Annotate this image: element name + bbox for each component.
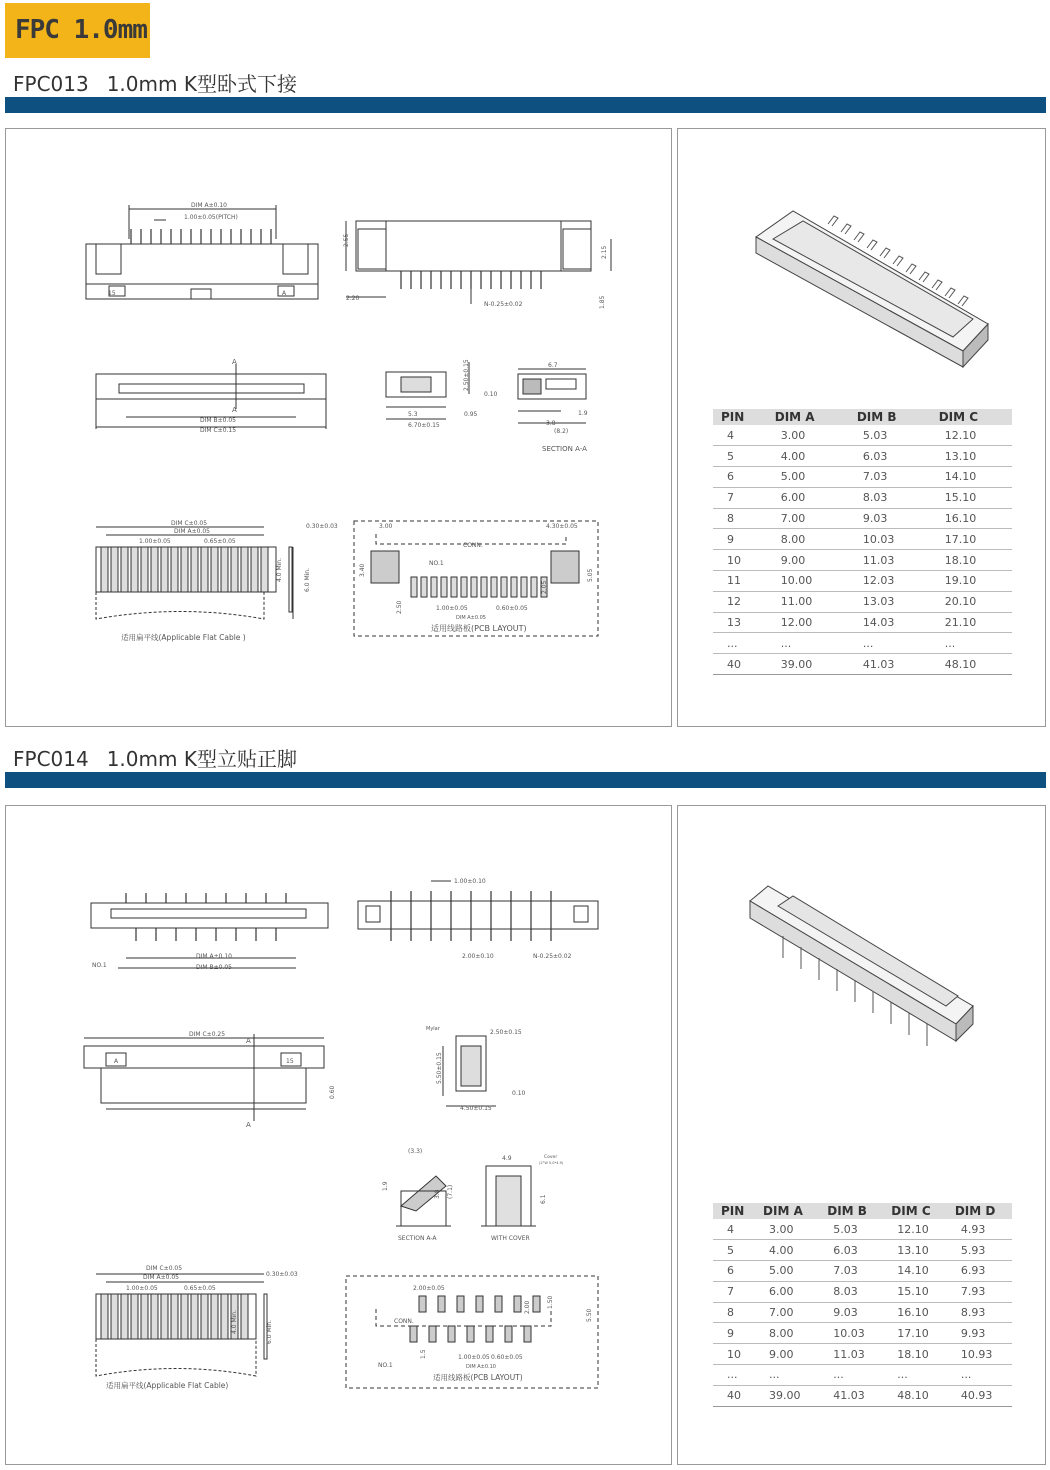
table-cell: 10.03: [849, 529, 931, 550]
table-row: [713, 1281, 1012, 1302]
label-dim-b: DIM B±0.05: [196, 964, 232, 971]
drawing-labels-fpc014: [6, 806, 673, 1466]
table-cell: 5: [713, 1240, 755, 1261]
product-badge: FPC 1.0mm: [5, 3, 150, 58]
table-cell: 39.00: [767, 654, 849, 675]
table-row: [713, 1385, 1012, 1406]
label-cable-width: 0.65±0.05: [184, 1285, 216, 1292]
section-divider-bar: [5, 772, 1046, 788]
label-pcb-dim-a: DIM A±0.05: [456, 615, 486, 621]
product-panel-fpc014: [677, 805, 1046, 1465]
label-pcb-15: 1.5: [420, 1349, 427, 1359]
table-cell: 14.10: [931, 467, 1012, 488]
drawing-panel-fpc013: [5, 128, 672, 727]
label-pcb-060: 0.60±0.05: [491, 1354, 523, 1361]
table-cell: 5.00: [767, 467, 849, 488]
label-450: 4.50±0.15: [460, 1105, 492, 1112]
table-cell: 4.00: [755, 1240, 819, 1261]
label-pin-right: 15: [286, 1058, 294, 1065]
table-header: DIM C: [883, 1203, 947, 1219]
label-pin-left: 15: [108, 290, 116, 297]
label-pin-right: A: [282, 290, 287, 297]
section-title-fpc013: [13, 68, 297, 97]
label-pitch: 1.00±0.05(PITCH): [184, 214, 238, 221]
label-dim-c: DIM C±0.15: [200, 427, 237, 434]
table-cell: 41.03: [849, 654, 931, 675]
label-dim-a: DIM A±0.10: [196, 953, 232, 960]
table-header-row: [713, 1203, 1012, 1219]
label-cable-40: 4.0 Min.: [231, 1309, 238, 1334]
table-cell: 3.00: [755, 1219, 819, 1240]
label-pcb-caption: 适用线路板(PCB LAYOUT): [431, 624, 527, 633]
table-cell: 11: [713, 571, 767, 592]
drawing-panel-fpc014: [5, 805, 672, 1465]
table-cell: 16.10: [931, 508, 1012, 529]
table-cell: 13: [713, 612, 767, 633]
table-row: [713, 1323, 1012, 1344]
label-pcb-505: 5.05: [587, 568, 594, 582]
label-pcb-205: 2.05: [541, 580, 548, 594]
table-cell: 7.03: [819, 1261, 883, 1282]
table-row: [713, 529, 1012, 550]
label-tol-010: 0.10: [484, 391, 498, 398]
label-53: 5.3: [408, 411, 418, 418]
table-cell: 7: [713, 487, 767, 508]
table-cell: 6.03: [849, 446, 931, 467]
table-row: [713, 654, 1012, 675]
table-cell: 17.10: [883, 1323, 947, 1344]
table-cell: 8.00: [767, 529, 849, 550]
label-a-top: A: [246, 1037, 251, 1045]
label-200: 2.00±0.10: [462, 953, 494, 960]
table-cell: 10: [713, 550, 767, 571]
table-cell: 7.93: [947, 1281, 1012, 1302]
section-name: 1.0mm K型立贴正脚: [106, 747, 297, 771]
table-header: DIM A: [767, 409, 849, 425]
label-pcb-250: 2.50: [396, 600, 403, 614]
section-name: 1.0mm K型卧式下接: [106, 72, 297, 96]
table-cell: 12: [713, 591, 767, 612]
label-pcb-340: 3.40: [359, 563, 366, 577]
table-cell: 6.00: [755, 1281, 819, 1302]
table-cell: 48.10: [883, 1385, 947, 1406]
table-cell: ...: [767, 633, 849, 654]
table-row: [713, 612, 1012, 633]
label-67: 6.7: [548, 362, 558, 369]
table-cell: 11.00: [767, 591, 849, 612]
label-255: 2.55: [343, 233, 350, 247]
section-divider-bar: [5, 97, 1046, 113]
label-cover-note: (2°W 5.0*4.9): [539, 1161, 564, 1165]
table-cell: 5.03: [819, 1219, 883, 1240]
label-250: 2.50±0.15: [490, 1029, 522, 1036]
label-cable-60: 6.0 Min.: [304, 567, 311, 592]
label-dim-b: DIM B±0.05: [200, 417, 236, 424]
label-with-cover: WITH COVER: [491, 1235, 530, 1242]
table-row: [713, 508, 1012, 529]
table-cell: 18.10: [883, 1344, 947, 1365]
table-row: [713, 571, 1012, 592]
dimension-table-fpc014: [713, 1203, 1012, 1407]
label-095: 0.95: [464, 411, 478, 418]
table-cell: ...: [713, 1365, 755, 1386]
label-cable-40: 4.0 Min.: [276, 557, 283, 582]
table-cell: 9: [713, 529, 767, 550]
table-cell: 6: [713, 467, 767, 488]
table-cell: 13.10: [883, 1240, 947, 1261]
label-19: 1.9: [382, 1181, 389, 1191]
table-header: PIN: [713, 1203, 755, 1219]
table-header: DIM A: [755, 1203, 819, 1219]
label-pcb-conn: CONN.: [463, 542, 483, 549]
table-cell: 15.10: [931, 487, 1012, 508]
label-pcb-conn: CONN.: [394, 1318, 414, 1325]
table-cell: 40.93: [947, 1385, 1012, 1406]
connector-3d-view: [678, 129, 1047, 409]
table-cell: 21.10: [931, 612, 1012, 633]
label-pin-left: A: [114, 1058, 119, 1065]
table-row: [713, 550, 1012, 571]
table-cell: 7.00: [767, 508, 849, 529]
table-cell: 5.00: [755, 1261, 819, 1282]
label-dim-a: DIM A±0.10: [191, 202, 227, 209]
label-71: (7.1): [447, 1184, 454, 1199]
label-215: 2.15: [601, 245, 608, 259]
table-cell: 4.93: [947, 1219, 1012, 1240]
table-cell: 40: [713, 654, 767, 675]
section-code: FPC014: [13, 747, 89, 771]
label-pitch: 1.00±0.10: [454, 878, 486, 885]
table-cell: 5.03: [849, 425, 931, 446]
label-250: 2.50±0.15: [463, 359, 470, 391]
table-header: DIM C: [931, 409, 1012, 425]
table-cell: 39.00: [755, 1385, 819, 1406]
label-pcb-100: 1.00±0.05: [458, 1354, 490, 1361]
table-row: [713, 1344, 1012, 1365]
table-cell: 3.00: [767, 425, 849, 446]
table-cell: ...: [713, 633, 767, 654]
table-row: [713, 633, 1012, 654]
table-cell: 9.03: [819, 1302, 883, 1323]
table-row: [713, 425, 1012, 446]
product-panel-fpc013: [677, 128, 1046, 727]
table-header: DIM B: [849, 409, 931, 425]
table-cell: 7.03: [849, 467, 931, 488]
table-cell: ...: [819, 1365, 883, 1386]
label-670: 6.70±0.15: [408, 422, 440, 429]
table-cell: 8: [713, 1302, 755, 1323]
label-a-bottom: A: [246, 1121, 251, 1129]
table-cell: 20.10: [931, 591, 1012, 612]
table-cell: 12.00: [767, 612, 849, 633]
table-cell: 13.03: [849, 591, 931, 612]
label-cable-dim-c: DIM C±0.05: [171, 520, 208, 527]
table-cell: 11.03: [819, 1344, 883, 1365]
table-cell: 12.03: [849, 571, 931, 592]
label-185: 1.85: [599, 295, 606, 309]
table-header: DIM B: [819, 1203, 883, 1219]
label-33: (3.3): [408, 1148, 423, 1155]
table-row: [713, 1261, 1012, 1282]
table-row: [713, 467, 1012, 488]
table-cell: 16.10: [883, 1302, 947, 1323]
label-82: (8.2): [554, 428, 569, 435]
table-cell: ...: [849, 633, 931, 654]
table-cell: 10.03: [819, 1323, 883, 1344]
table-cell: 6.03: [819, 1240, 883, 1261]
label-060: 0.60: [329, 1085, 336, 1099]
label-section-a-a: SECTION A-A: [542, 445, 587, 453]
label-cable-thickness: 0.30±0.03: [306, 523, 338, 530]
table-cell: 6: [713, 1261, 755, 1282]
table-cell: 10.00: [767, 571, 849, 592]
label-pcb-300: 3.00: [379, 523, 393, 530]
label-cover: Cover: [544, 1155, 558, 1160]
label-38: 3.8: [434, 1189, 441, 1199]
label-cable-width: 0.65±0.05: [204, 538, 236, 545]
table-cell: ...: [947, 1365, 1012, 1386]
table-cell: 4: [713, 425, 767, 446]
table-cell: 13.10: [931, 446, 1012, 467]
table-cell: 15.10: [883, 1281, 947, 1302]
table-header-row: [713, 409, 1012, 425]
label-a-bottom: A: [232, 406, 237, 414]
label-550: 5.50±0.15: [436, 1052, 443, 1084]
label-n: N-0.25±0.02: [533, 953, 572, 960]
table-cell: 8.93: [947, 1302, 1012, 1323]
section-title-fpc014: [13, 743, 297, 772]
label-19: 1.9: [578, 410, 588, 417]
table-cell: 6.00: [767, 487, 849, 508]
label-pcb-no1: NO.1: [378, 1362, 393, 1369]
label-dim-c: DIM C±0.25: [189, 1031, 226, 1038]
table-header: PIN: [713, 409, 767, 425]
label-cable-pitch: 1.00±0.05: [126, 1285, 158, 1292]
table-cell: ...: [755, 1365, 819, 1386]
label-no1: NO.1: [92, 962, 107, 969]
table-cell: 14.03: [849, 612, 931, 633]
label-220: 2.20: [346, 295, 360, 302]
table-cell: 10.93: [947, 1344, 1012, 1365]
table-cell: 5: [713, 446, 767, 467]
table-cell: 17.10: [931, 529, 1012, 550]
label-pcb-dim-a: DIM A±0.10: [466, 1364, 496, 1370]
label-cable-caption: 适用扁平线(Applicable Flat Cable ): [121, 633, 246, 642]
label-tol-010: 0.10: [512, 1090, 526, 1097]
table-cell: 5.93: [947, 1240, 1012, 1261]
label-cable-dim-a: DIM A±0.05: [174, 528, 210, 535]
table-cell: 12.10: [883, 1219, 947, 1240]
label-cable-dim-c: DIM C±0.05: [146, 1265, 183, 1272]
table-row: [713, 1219, 1012, 1240]
label-pcb-150: 1.50: [547, 1295, 554, 1309]
table-cell: 48.10: [931, 654, 1012, 675]
connector-3d-view: [678, 806, 1047, 1086]
table-cell: 7: [713, 1281, 755, 1302]
table-row: [713, 487, 1012, 508]
table-cell: 4.00: [767, 446, 849, 467]
table-cell: 40: [713, 1385, 755, 1406]
table-cell: 9.93: [947, 1323, 1012, 1344]
table-cell: 18.10: [931, 550, 1012, 571]
table-cell: 10: [713, 1344, 755, 1365]
table-cell: 11.03: [849, 550, 931, 571]
table-cell: 9: [713, 1323, 755, 1344]
label-pcb-no1: NO.1: [429, 560, 444, 567]
table-cell: 7.00: [755, 1302, 819, 1323]
table-cell: 8.03: [849, 487, 931, 508]
table-cell: 12.10: [931, 425, 1012, 446]
table-cell: 9.03: [849, 508, 931, 529]
table-cell: 8.00: [755, 1323, 819, 1344]
table-cell: 8: [713, 508, 767, 529]
label-mylar: Mylar: [426, 1026, 440, 1032]
label-pcb-caption: 适用线路板(PCB LAYOUT): [433, 1373, 523, 1382]
table-cell: 14.10: [883, 1261, 947, 1282]
table-cell: ...: [931, 633, 1012, 654]
section-code: FPC013: [13, 72, 89, 96]
label-pcb-430: 4.30±0.05: [546, 523, 578, 530]
table-cell: ...: [883, 1365, 947, 1386]
table-cell: 9.00: [767, 550, 849, 571]
label-pcb-060: 0.60±0.05: [496, 605, 528, 612]
table-row: [713, 1302, 1012, 1323]
label-38: 3.8: [546, 420, 556, 427]
label-a-top: A: [232, 358, 237, 366]
label-cable-caption: 适用扁平线(Applicable Flat Cable): [106, 1381, 229, 1390]
label-section-a-a: SECTION A-A: [398, 1235, 437, 1242]
table-row: [713, 446, 1012, 467]
table-row: [713, 591, 1012, 612]
table-cell: 41.03: [819, 1385, 883, 1406]
table-row: [713, 1365, 1012, 1386]
label-pcb-200: 2.00±0.05: [413, 1285, 445, 1292]
label-pcb-550: 5.50: [586, 1308, 593, 1322]
drawing-labels-fpc013: [6, 129, 673, 728]
dimension-table-fpc013: [713, 409, 1012, 675]
label-cable-dim-a: DIM A±0.05: [143, 1274, 179, 1281]
label-cable-thickness: 0.30±0.03: [266, 1271, 298, 1278]
table-row: [713, 1240, 1012, 1261]
table-header: DIM D: [947, 1203, 1012, 1219]
table-cell: 6.93: [947, 1261, 1012, 1282]
label-49: 4.9: [502, 1155, 512, 1162]
label-n: N-0.25±0.02: [484, 301, 523, 308]
label-cable-pitch: 1.00±0.05: [139, 538, 171, 545]
table-cell: 4: [713, 1219, 755, 1240]
label-61: 6.1: [540, 1194, 547, 1204]
label-cable-60: 6.0 Min.: [266, 1319, 273, 1344]
table-cell: 8.03: [819, 1281, 883, 1302]
table-cell: 19.10: [931, 571, 1012, 592]
label-pcb-200v: 2.00: [524, 1300, 531, 1314]
label-pcb-100: 1.00±0.05: [436, 605, 468, 612]
table-cell: 9.00: [755, 1344, 819, 1365]
